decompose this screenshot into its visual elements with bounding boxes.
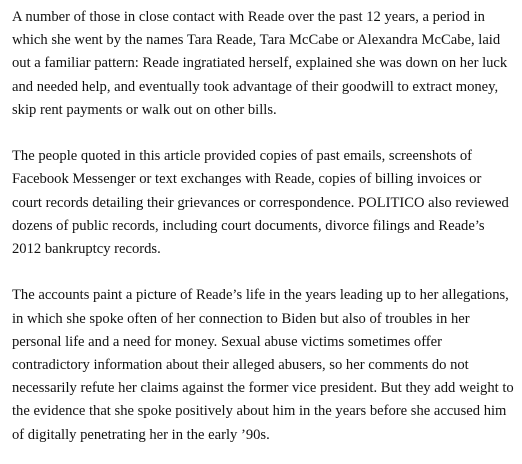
article-paragraph-2: The people quoted in this article provided copies of past emails, screenshots of Facebook Messenger or text exchanges with Reade, copies of billing invoices or court records detailing their grievances or correspondence. POLITICO also reviewed dozens of public records, including court documents, divorce filings and Reade’s 2012 bankruptcy records. (12, 148, 509, 258)
article-paragraph-1: A number of those in close contact with Reade over the past 12 years, a period in which she went by the names Tara Reade, Tara McCabe or Alexandra McCabe, laid out a familiar pattern: Reade ingratiated herself, explained she was down on her luck and needed help, and eventually took advantage of their goodwill to extract money, skip rent payments or walk out on other bills. (12, 9, 508, 118)
article-paragraph-3: The accounts paint a picture of Reade’s life in the years leading up to her allegations, in which she spoke often of her connection to Biden but also of troubles in her personal life and a need for money. Sexual abuse victims sometimes offer contradictory information about their alleged abusers, so her comments do not necessarily refute her claims against the former vice president. But they add weight to the evidence that she spoke positively about him in the years before she accused him of digitally penetrating her in the early ’90s. (12, 287, 514, 443)
